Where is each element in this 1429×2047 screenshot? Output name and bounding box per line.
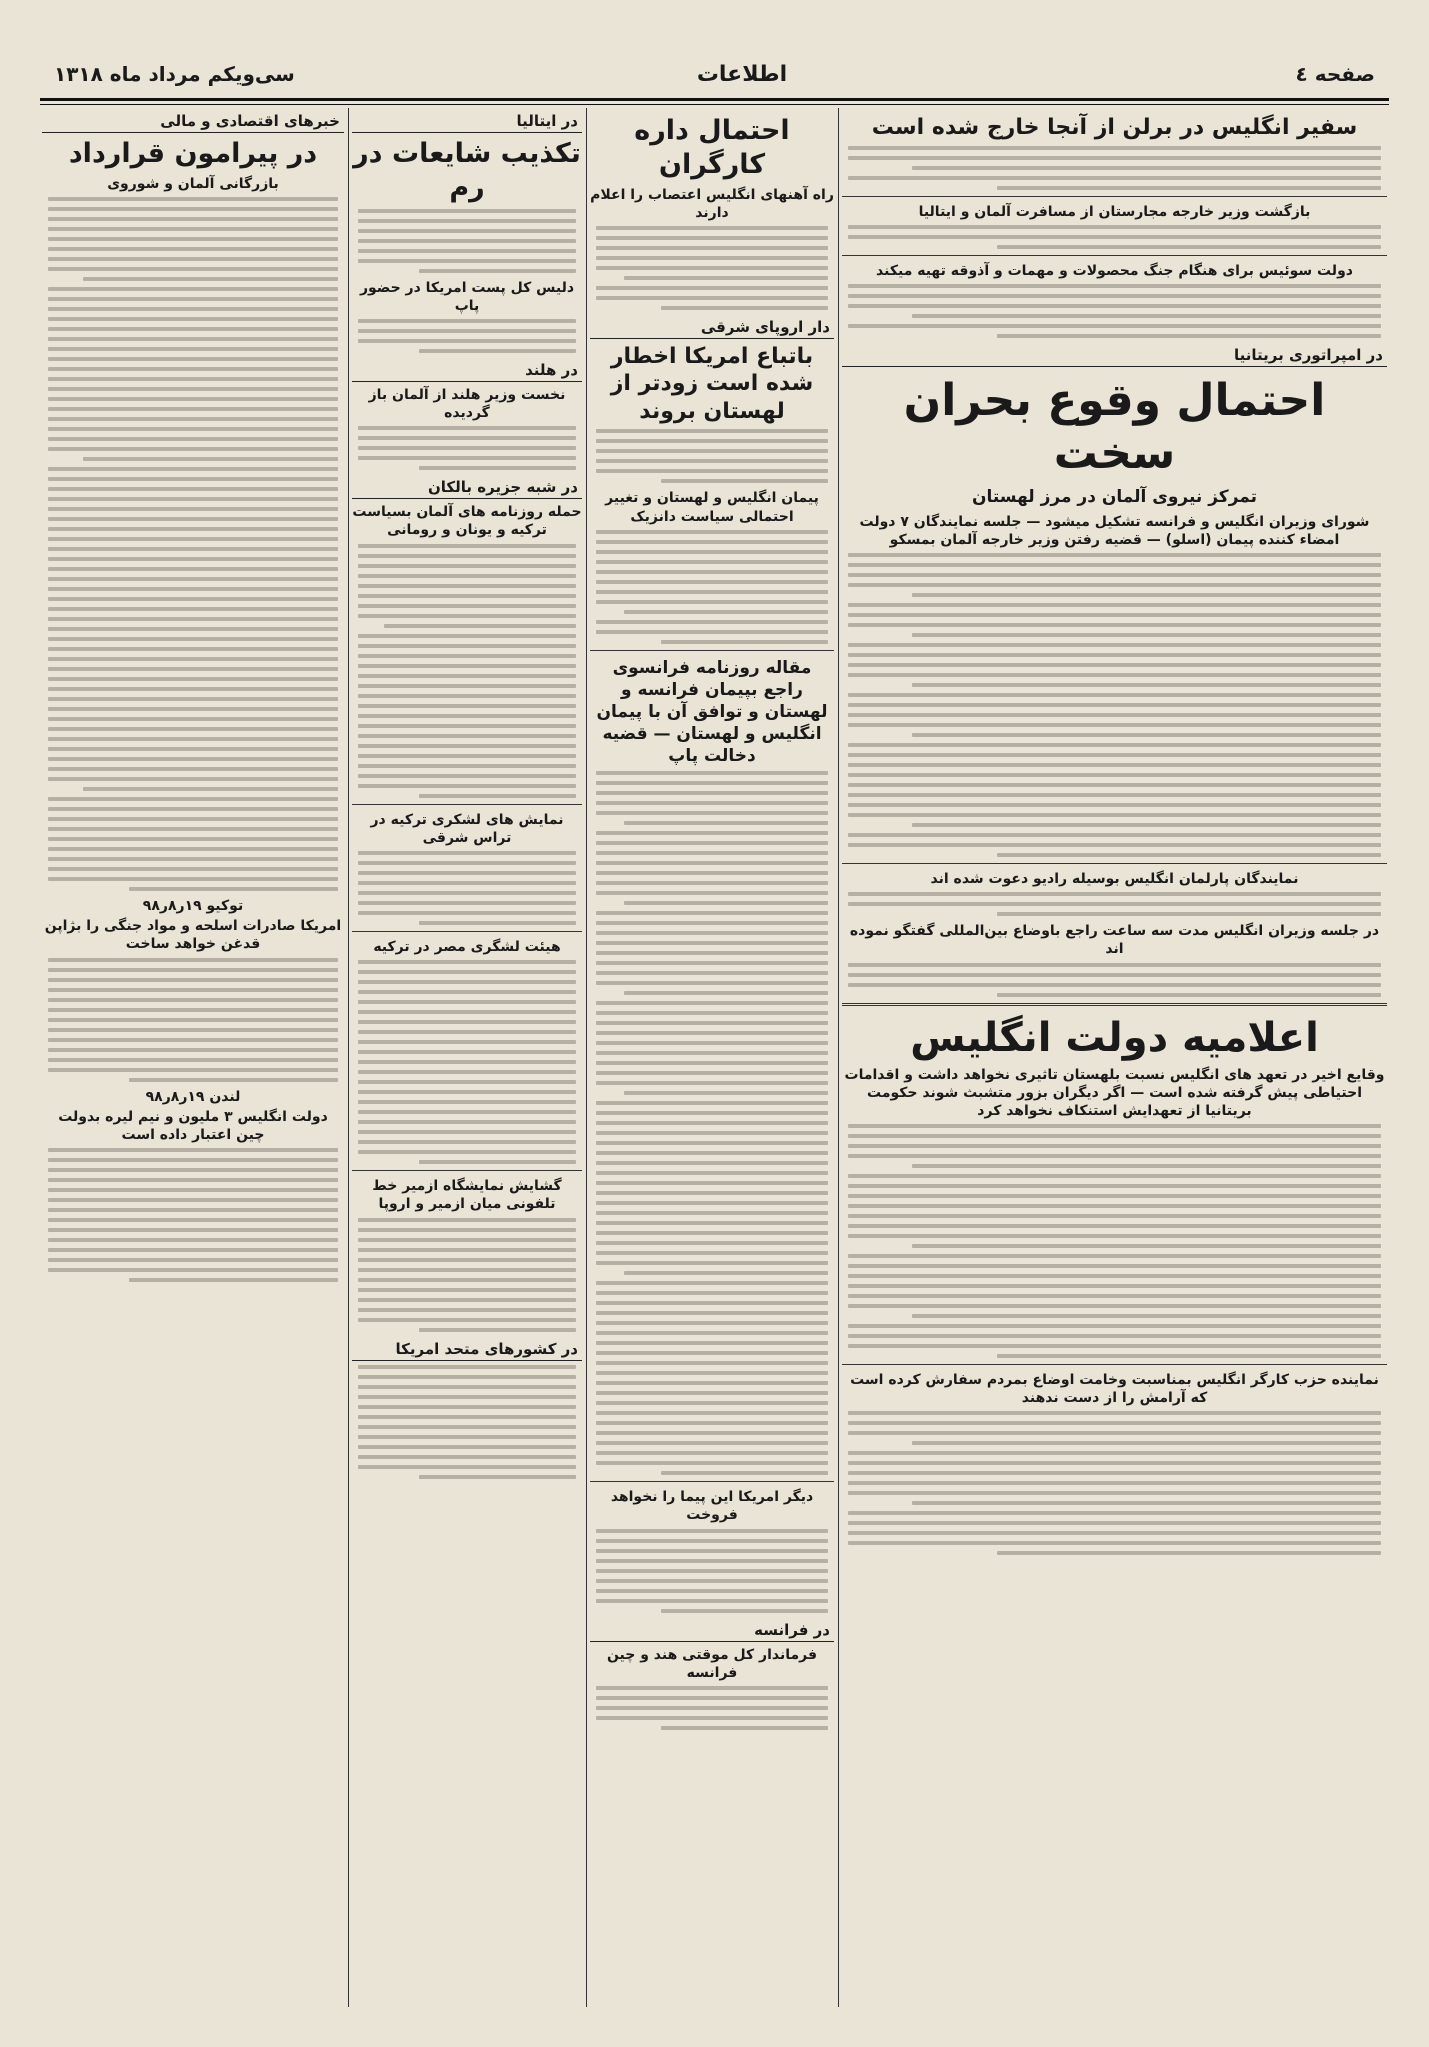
- article-text: [596, 429, 828, 483]
- headline-hungary: بازگشت وزیر خارجه مجارستان از مسافرت آلمان و ایتالیا: [918, 203, 1311, 220]
- separator: [352, 1170, 582, 1171]
- headline-agreement: در پیرامون قرارداد: [68, 138, 318, 169]
- article-text: [48, 1148, 338, 1282]
- article-text: [358, 1365, 576, 1479]
- headline-declaration: اعلامیه دولت انگلیس: [910, 1014, 1319, 1061]
- separator: [842, 196, 1387, 197]
- headline-china-credit: دولت انگلیس ۳ ملیون و نیم لیره بدولت چین اعتبار داده است: [58, 1108, 328, 1143]
- section-label: در کشورهای متحد امریکا: [352, 1338, 582, 1361]
- section-label: در ایتالیا: [352, 110, 582, 133]
- separator: [590, 1481, 834, 1482]
- separator: [842, 1003, 1387, 1006]
- headline-french-paper: مقاله روزنامه فرانسوی راجع بپیمان فرانسه و لهستان و توافق آن با پیمان انگلیس و لهستان — قضیه دخالت پاپ: [596, 657, 828, 767]
- newspaper-name: اطلاعات: [696, 62, 788, 87]
- separator: [842, 255, 1387, 256]
- article-text: [848, 1124, 1381, 1358]
- article-text: [596, 1529, 828, 1613]
- separator: [590, 650, 834, 651]
- article-text: [358, 1218, 576, 1332]
- article-text: [48, 197, 338, 891]
- headline-german-press: حمله روزنامه های آلمان بسیاست ترکیه و یونان و رومانی: [352, 504, 582, 539]
- dateline-london: لندن ۱۹ر۸ر۹۸: [145, 1088, 241, 1105]
- article-text: [848, 225, 1381, 249]
- headline-switzerland: دولت سوئیس برای هنگام جنگ محصولات و مهمات و آذوقه تهیه میکند: [876, 262, 1353, 279]
- column-divider: [838, 108, 839, 2007]
- headline-dutch-pm: نخست وزیر هلند از آلمان باز گردیده: [368, 386, 566, 422]
- section-label: خبرهای اقتصادی و مالی: [42, 110, 344, 133]
- page-number: صفحه ٤: [1295, 62, 1375, 86]
- headline-ministers: در جلسه وزیران انگلیس مدت سه ساعت راجع باوضاع بین‌المللی گفتگو نموده اند: [849, 923, 1380, 958]
- separator: [842, 863, 1387, 864]
- headline-americans-warned: باتباع امریکا اخطار شده است زودتر از لهستان بروند: [610, 343, 814, 424]
- headline-turkey-thrace: نمایش های لشکری ترکیه در تراس شرقی: [370, 811, 564, 846]
- article-text: [596, 1686, 828, 1730]
- separator: [352, 931, 582, 932]
- article-text: [848, 284, 1381, 338]
- headline-parliament: نمایندگان پارلمان انگلیس بوسیله رادیو دعوت شده اند: [930, 870, 1299, 887]
- section-label: در امپراتوری بریتانیا: [842, 344, 1387, 367]
- subhead-councils: شورای وزیران انگلیس و فرانسه تشکیل میشود — جلسه نمایندگان ۷ دولت امضاء کننده پیمان (اسلو) — قضیه رفتن وزیر خارجه آلمان بمسکو: [859, 513, 1370, 548]
- subhead-poland: تمرکز نیروی آلمان در مرز لهستان: [971, 487, 1258, 508]
- column-1: [842, 110, 1387, 2007]
- issue-date: سی‌ویکم مرداد ماه ۱۳۱۸: [54, 62, 295, 86]
- article-text: [596, 771, 828, 1475]
- masthead-rule-thin: [40, 104, 1389, 105]
- article-text: [848, 1411, 1381, 1555]
- dateline-tokyo: توکیو ۱۹ر۸ر۹۸: [142, 897, 244, 914]
- masthead: [42, 62, 1387, 96]
- column-4: [42, 110, 344, 2007]
- subhead-declaration: وقایع اخیر در تعهد های انگلیس نسبت بلهستان تاثیری نخواهد داشت و اقدامات احتیاطی پیش گرفته شده است — اگر دیگران بزور متشبث شوند حکومت بریتانیا از تعهدایش استنکاف نخواهد کرد: [844, 1066, 1385, 1119]
- article-text: [848, 963, 1381, 997]
- headline-arms-exports: امریکا صادرات اسلحه و مواد جنگی را بژاپن قدغن خواهد ساخت: [44, 918, 342, 953]
- section-label: دار اروپای شرقی: [590, 316, 834, 339]
- column-3: [352, 110, 582, 2007]
- article-text: [848, 553, 1381, 857]
- headline-ambassador: سفیر انگلیس در برلن از آنجا خارج شده است: [871, 115, 1358, 140]
- column-divider: [348, 108, 349, 2007]
- separator: [352, 804, 582, 805]
- article-text: [358, 544, 576, 798]
- article-text: [48, 958, 338, 1082]
- separator: [842, 1364, 1387, 1365]
- headline-america-sales: دیگر امریکا این پیما را نخواهد فروخت: [610, 1489, 814, 1524]
- article-text: [848, 892, 1381, 916]
- headline-crisis: احتمال وقوع بحران سخت: [903, 374, 1326, 479]
- article-text: [358, 960, 576, 1164]
- headline-labour: نماینده حزب کارگر انگلیس بمناسبت وخامت اوضاع بمردم سفارش کرده است که آرامش را از دست ندهند: [850, 1372, 1379, 1407]
- headline-pope: دلیس کل پست امریکا در حضور پاپ: [359, 279, 575, 314]
- headline-egypt: هیئت لشگری مصر در ترکیه: [373, 939, 561, 955]
- subhead-railways: راه آهنهای انگلیس اعتصاب را اعلام دارند: [590, 186, 834, 221]
- headline-danzig: پیمان انگلیس و لهستان و تغییر احتمالی سیاست دانزیک: [605, 490, 819, 525]
- article-text: [358, 209, 576, 273]
- headline-indochina: فرماندار کل موقتی هند و چین فرانسه: [606, 1646, 818, 1681]
- article-text: [358, 426, 576, 470]
- article-text: [596, 226, 828, 310]
- section-label: در هلند: [352, 359, 582, 382]
- article-text: [848, 146, 1381, 190]
- section-label: در فرانسه: [590, 1619, 834, 1642]
- section-label: در شبه جزیره بالکان: [352, 476, 582, 499]
- column-2: [590, 110, 834, 2007]
- masthead-rule: [40, 98, 1389, 101]
- article-text: [596, 530, 828, 644]
- headline-izmir: گشایش نمایشگاه ازمیر خط تلفونی میان ازمیر و اروپا: [372, 1178, 562, 1213]
- subhead-trade: بازرگانی آلمان و شوروی: [107, 175, 279, 192]
- column-divider: [586, 108, 587, 2007]
- headline-rome: تکذیب شایعات در رم: [353, 138, 581, 203]
- headline-strike: احتمال داره کارگران: [634, 115, 790, 180]
- article-text: [358, 851, 576, 925]
- article-text: [358, 319, 576, 353]
